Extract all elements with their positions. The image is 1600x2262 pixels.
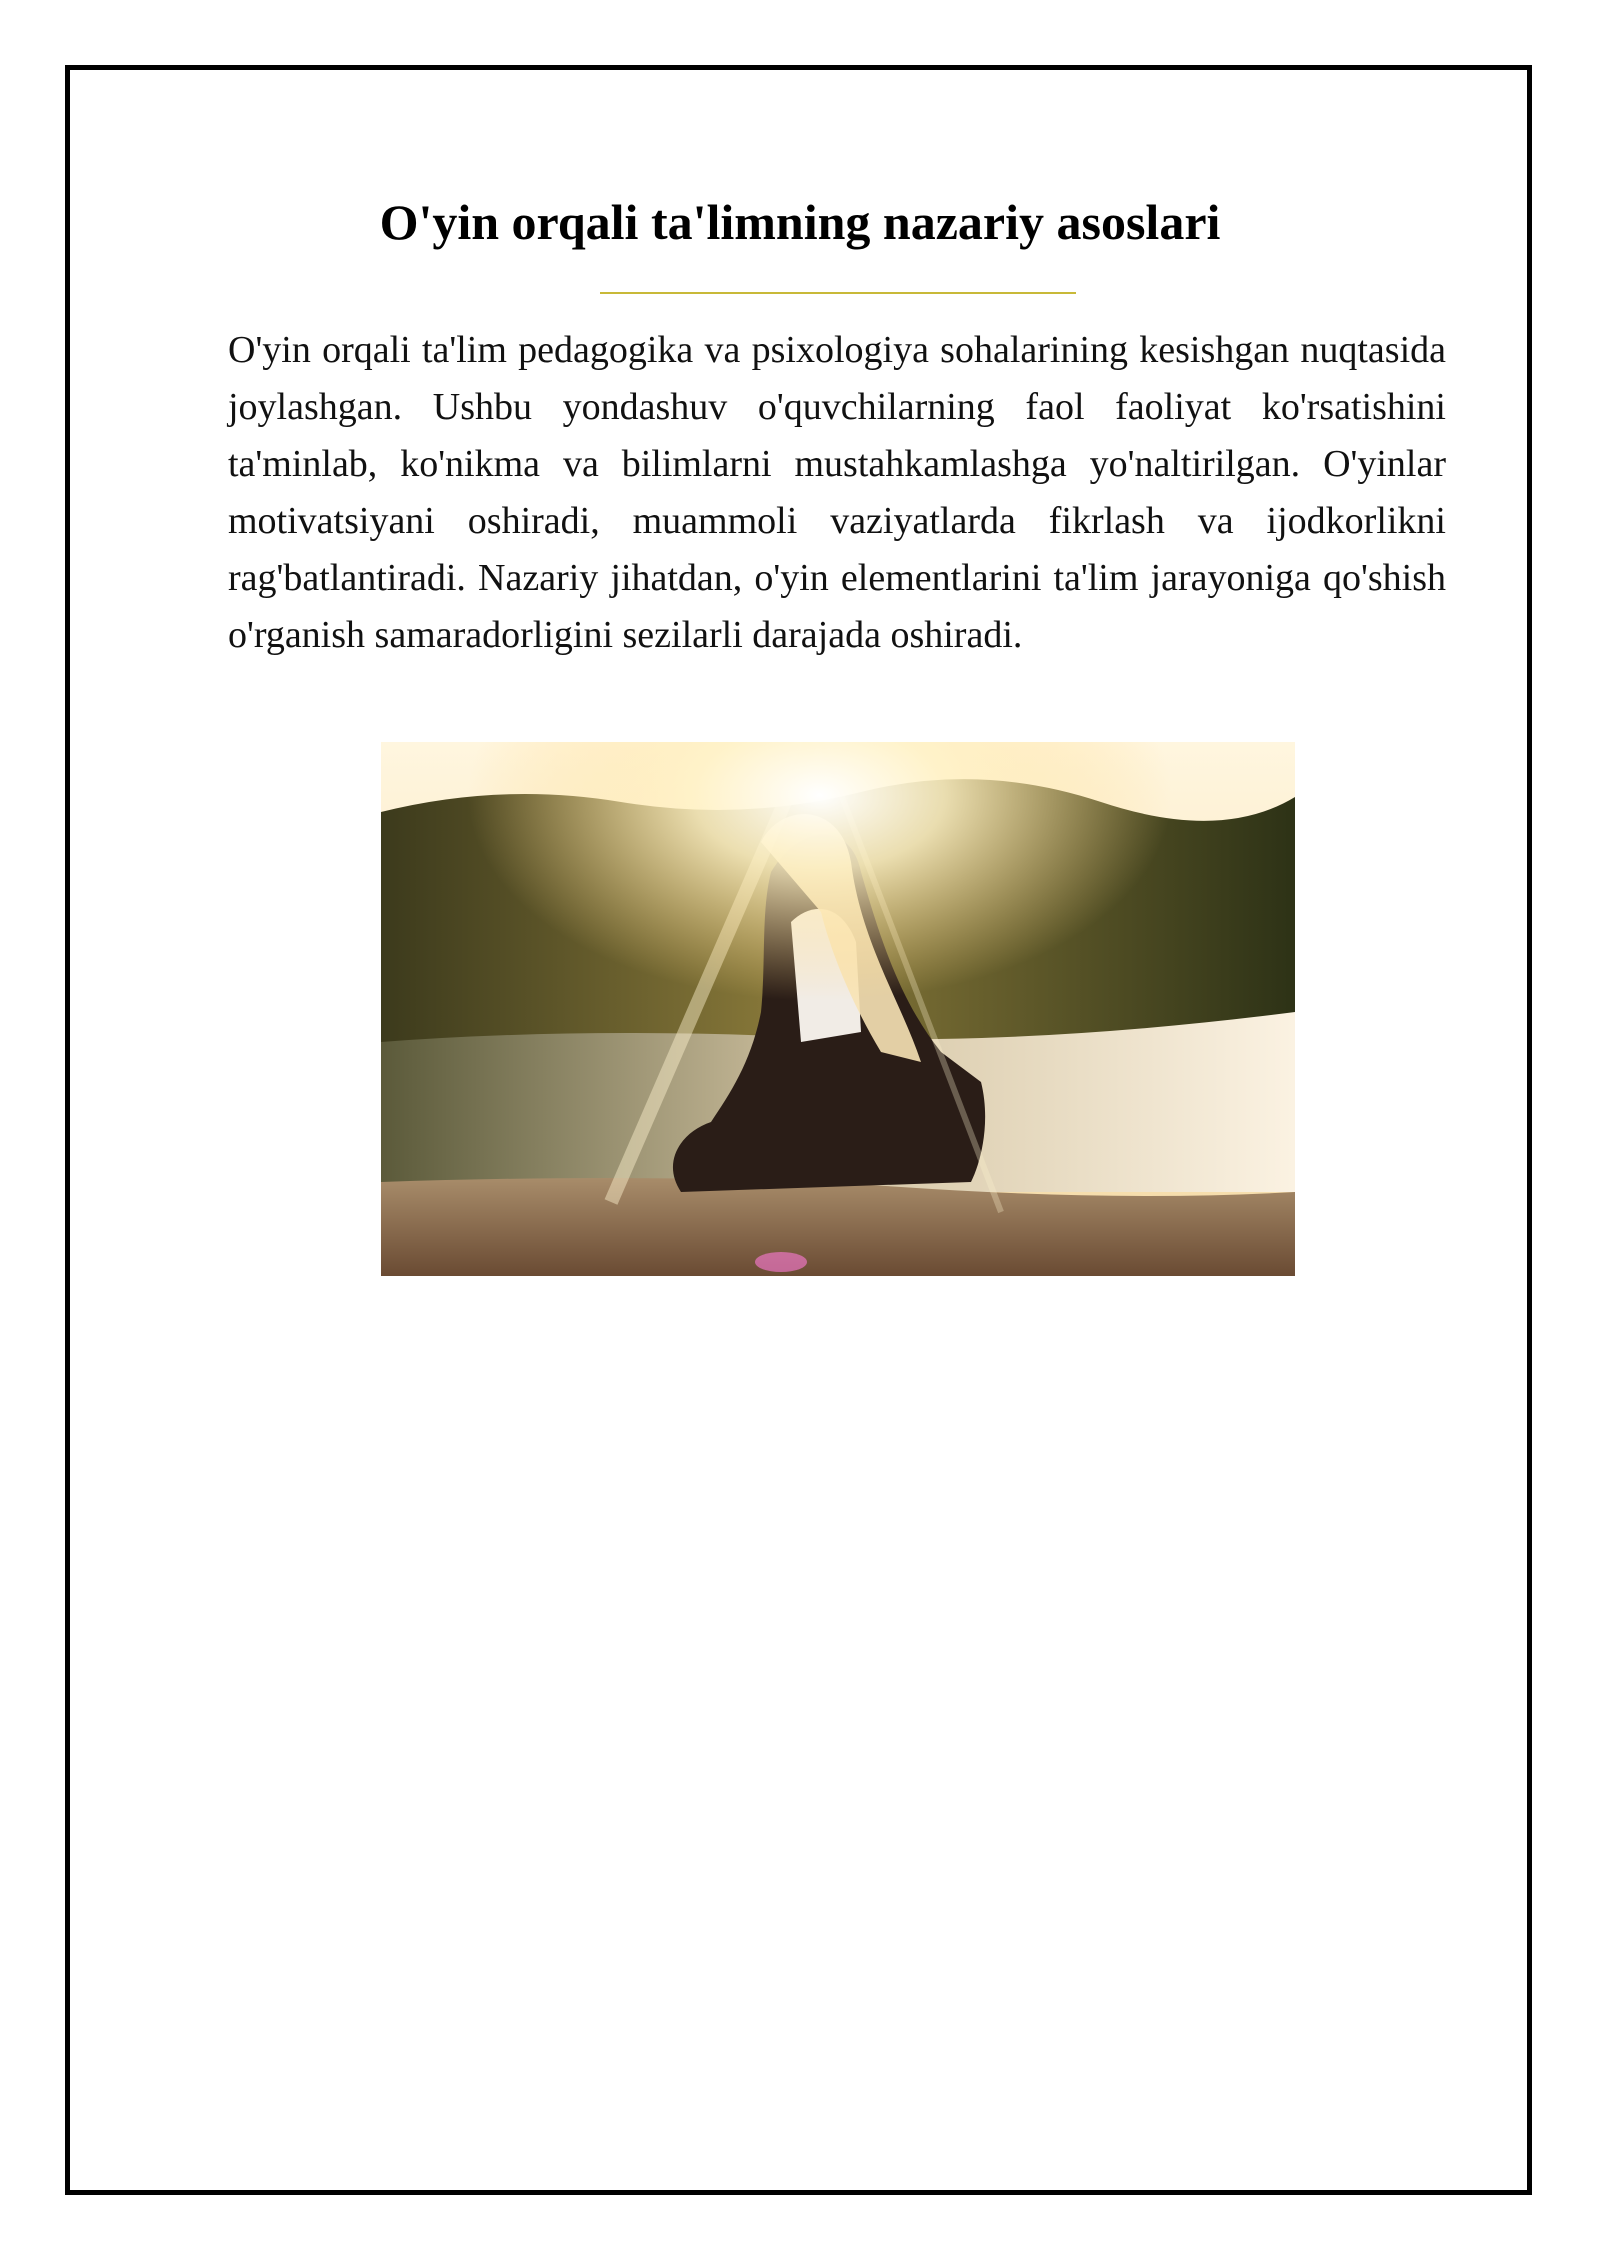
sunset-photo: [381, 742, 1295, 1276]
body-paragraph: O'yin orqali ta'lim pedagogika va psixologiya sohalarining kesishgan nuqtasida joylashgan. Ushbu yondashuv o'quvchilarning faol faoliyat ko'rsatishini ta'minlab, ko'nikma va bilimlarni mustahkamlashga yo'naltirilgan. O'yinlar motivatsiyani oshiradi, muammoli vaziyatlarda fikrlash va ijodkorlikni rag'batlantiradi. Nazariy jihatdan, o'yin elementlarini ta'lim jarayoniga qo'shish o'rganish samaradorligini sezilarli darajada oshiradi.: [228, 329, 1446, 656]
sunset-photo-illustration: [381, 742, 1295, 1276]
title-underline: [600, 292, 1076, 294]
page-title: O'yin orqali ta'limning nazariy asoslari: [379, 194, 1221, 250]
